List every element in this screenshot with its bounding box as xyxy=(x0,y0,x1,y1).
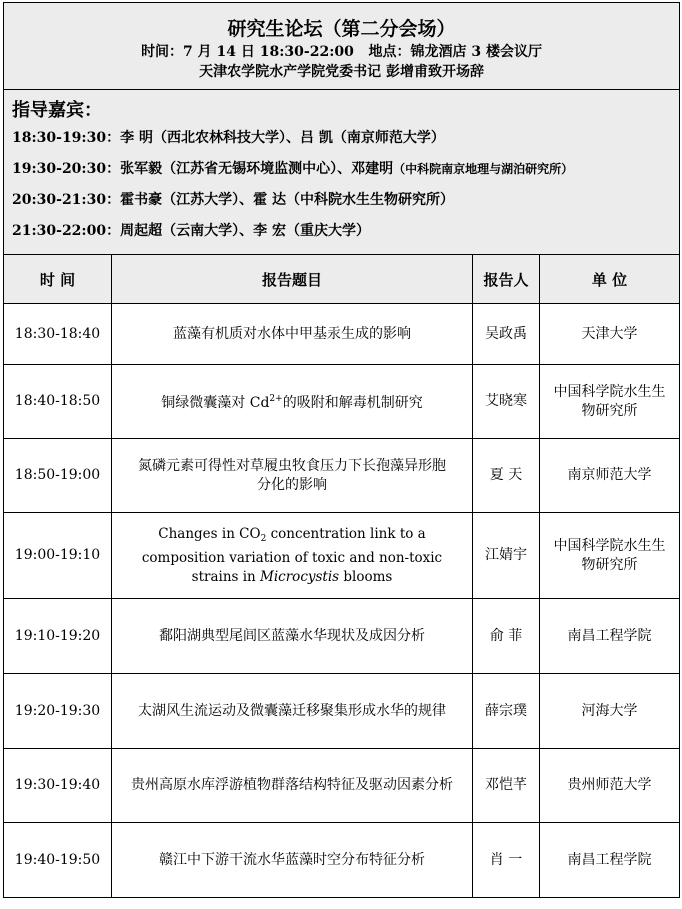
guest-time: 18:30-19:30： xyxy=(12,129,121,146)
topic-superscript: 2+ xyxy=(269,394,283,404)
guest-row xyxy=(4,215,679,246)
row-topic xyxy=(112,365,473,439)
row-time: 19:00-19:10 xyxy=(4,513,112,599)
row-speaker: 肖 一 xyxy=(473,823,540,898)
header-speaker: 报告人 xyxy=(473,255,540,304)
guest-title: 指导嘉宾： xyxy=(12,100,102,121)
topic-subscript: 2 xyxy=(260,533,267,544)
row-speaker: 艾晓寒 xyxy=(473,365,540,439)
program-table xyxy=(3,2,680,898)
guest-names: 李 明（西北农林科技大学）、吕 凯（南京师范大学） xyxy=(120,129,445,146)
session-title: 研究生论坛（第二分会场） xyxy=(227,18,456,40)
table-row xyxy=(4,599,680,674)
row-time: 19:10-19:20 xyxy=(4,599,112,674)
row-time: 18:30-18:40 xyxy=(4,304,112,365)
row-unit: 南京师范大学 xyxy=(540,439,680,513)
table-row xyxy=(4,823,680,898)
guest-names: 霍书豪（江苏大学）、霍 达（中科院水生生物研究所） xyxy=(120,191,454,208)
row-topic xyxy=(112,513,473,599)
guest-names-small: （中科院南京地理与湖泊研究所） xyxy=(393,161,574,176)
table-row xyxy=(4,749,680,823)
topic-text: blooms xyxy=(339,568,393,585)
table-row xyxy=(4,304,680,365)
row-time: 18:50-19:00 xyxy=(4,439,112,513)
guest-row xyxy=(4,184,679,215)
time-venue: 时间：7 月 14 日 18:30-22:00 地点：锦龙酒店 3 楼会议厅 xyxy=(141,44,542,60)
topic-text: concentration link to a composition variation of toxic and non-toxic strains in xyxy=(141,525,443,585)
row-time: 18:40-18:50 xyxy=(4,365,112,439)
header-time: 时 间 xyxy=(4,255,112,304)
topic-text: 的吸附和解毒机制研究 xyxy=(282,395,423,411)
table-header-row xyxy=(4,255,680,304)
row-topic: 太湖风生流运动及微囊藻迁移聚集形成水华的规律 xyxy=(112,674,473,749)
row-unit: 南昌工程学院 xyxy=(540,599,680,674)
guest-row xyxy=(4,122,679,153)
row-speaker: 邓恺芊 xyxy=(473,749,540,823)
row-unit: 天津大学 xyxy=(540,304,680,365)
topic-text: Changes in CO xyxy=(158,525,261,542)
table-row xyxy=(4,513,680,599)
guest-names: 周起超（云南大学）、李 宏（重庆大学） xyxy=(120,222,370,239)
guest-panel xyxy=(4,90,680,255)
row-topic: 氮磷元素可得性对草履虫牧食压力下长孢藻异形胞分化的影响 xyxy=(112,439,473,513)
row-topic: 鄱阳湖典型尾闾区蓝藻水华现状及成因分析 xyxy=(112,599,473,674)
table-row xyxy=(4,365,680,439)
header-topic: 报告题目 xyxy=(112,255,473,304)
row-speaker: 俞 菲 xyxy=(473,599,540,674)
row-unit: 中国科学院水生生物研究所 xyxy=(540,513,680,599)
row-time: 19:30-19:40 xyxy=(4,749,112,823)
table-row xyxy=(4,439,680,513)
guest-time: 21:30-22:00： xyxy=(12,222,121,239)
row-unit: 中国科学院水生生物研究所 xyxy=(540,365,680,439)
row-speaker: 薛宗璞 xyxy=(473,674,540,749)
row-speaker: 吴政禹 xyxy=(473,304,540,365)
guest-time: 19:30-20:30： xyxy=(12,160,121,177)
program-page xyxy=(3,2,679,898)
row-time: 19:40-19:50 xyxy=(4,823,112,898)
table-row xyxy=(4,674,680,749)
opening-speech: 天津农学院水产学院党委书记 彭增甫致开场辞 xyxy=(199,64,484,80)
topic-text: 铜绿微囊藻对 Cd xyxy=(161,395,270,411)
guest-row xyxy=(4,153,679,184)
guest-time: 20:30-21:30： xyxy=(12,191,121,208)
row-unit: 南昌工程学院 xyxy=(540,823,680,898)
row-unit: 贵州师范大学 xyxy=(540,749,680,823)
guest-names: 张军毅（江苏省无锡环境监测中心）、邓建明 xyxy=(120,160,394,177)
topic-italic: Microcystis xyxy=(260,568,340,585)
row-speaker: 江婧宇 xyxy=(473,513,540,599)
row-topic: 赣江中下游干流水华蓝藻时空分布特征分析 xyxy=(112,823,473,898)
row-time: 19:20-19:30 xyxy=(4,674,112,749)
row-unit: 河海大学 xyxy=(540,674,680,749)
session-header xyxy=(4,3,680,90)
header-unit: 单 位 xyxy=(540,255,680,304)
row-topic: 贵州高原水库浮游植物群落结构特征及驱动因素分析 xyxy=(112,749,473,823)
row-speaker: 夏 天 xyxy=(473,439,540,513)
row-topic: 蓝藻有机质对水体中甲基汞生成的影响 xyxy=(112,304,473,365)
